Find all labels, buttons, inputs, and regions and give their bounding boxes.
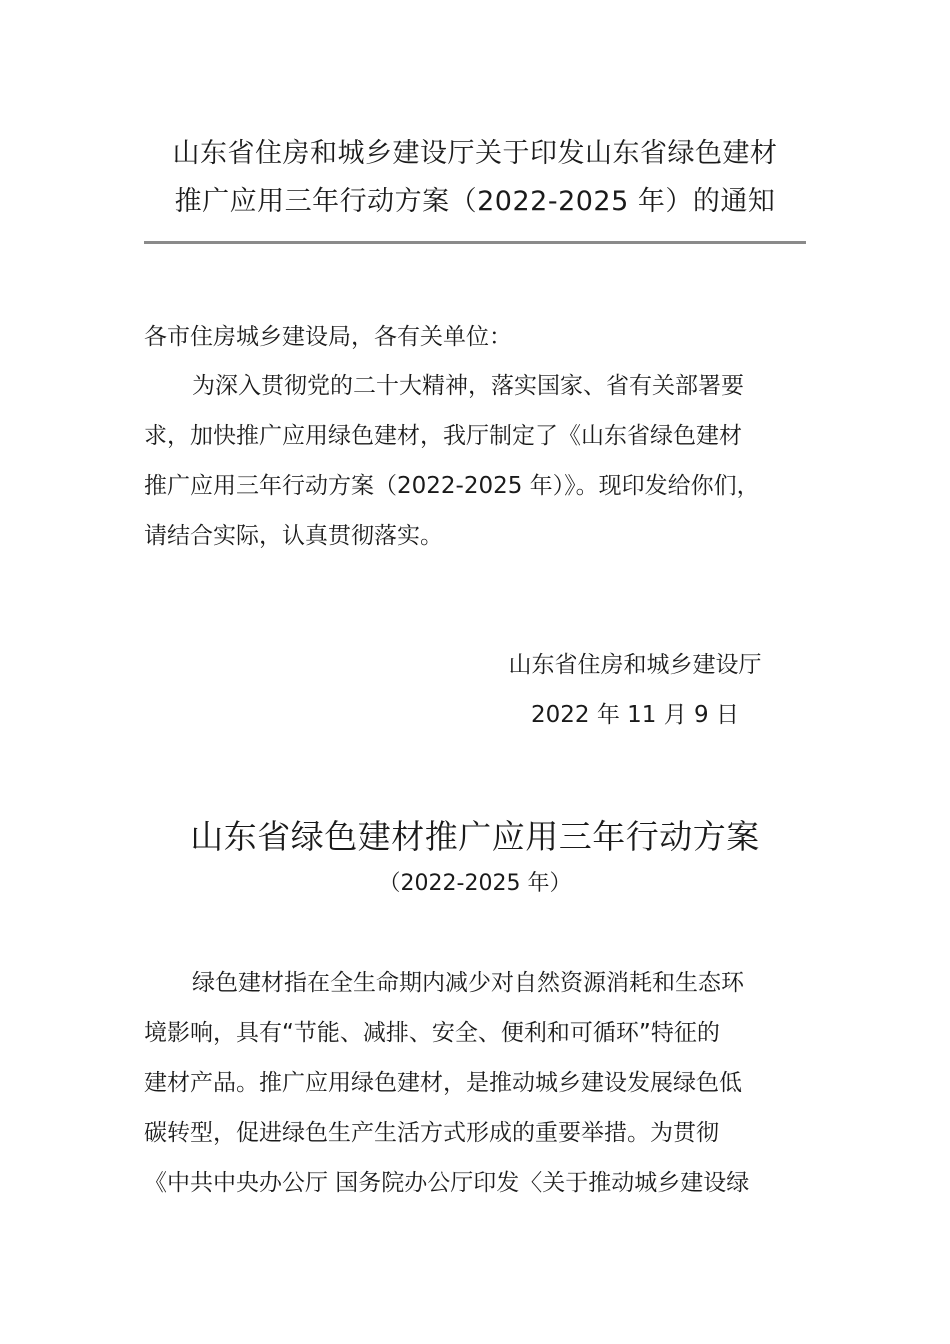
notice-title-line: 山东省住房和城乡建设厅关于印发山东省绿色建材 xyxy=(172,138,778,169)
plan-body-line: 绿色建材指在全生命期内减少对自然资源消耗和生态环 xyxy=(192,970,744,996)
notice-body-line: 推广应用三年行动方案（2022-2025 年）》。现印发给你们， xyxy=(144,473,760,499)
plan-body-line: 境影响，具有“节能、减排、安全、便利和可循环”特征的 xyxy=(144,1020,720,1046)
notice-body-line: 为深入贯彻党的二十大精神，落实国家、省有关部署要 xyxy=(192,373,744,399)
notice-body-line: 求，加快推广应用绿色建材，我厅制定了《山东省绿色建材 xyxy=(144,423,742,449)
notice-title xyxy=(120,130,830,226)
plan-title: 山东省绿色建材推广应用三年行动方案 xyxy=(190,817,760,856)
notice-body xyxy=(144,361,814,561)
signature-block xyxy=(480,640,790,740)
notice-title-line: 推广应用三年行动方案（2022-2025 年）的通知 xyxy=(174,186,776,217)
plan-body-line: 碳转型，促进绿色生产生活方式形成的重要举措。为贯彻 xyxy=(144,1120,719,1146)
issuer-name: 山东省住房和城乡建设厅 xyxy=(508,652,762,678)
title-divider xyxy=(144,241,806,244)
plan-body-line: 建材产品。推广应用绿色建材，是推动城乡建设发展绿色低 xyxy=(144,1070,742,1096)
issue-date: 2022 年 11 月 9 日 xyxy=(531,702,739,728)
plan-body-line: 《中共中央办公厅 国务院办公厅印发〈关于推动城乡建设绿 xyxy=(144,1170,750,1196)
salutation: 各市住房城乡建设局，各有关单位： xyxy=(144,324,512,350)
plan-body xyxy=(144,958,814,1208)
plan-subtitle: （2022-2025 年） xyxy=(378,871,572,896)
notice-body-line: 请结合实际，认真贯彻落实。 xyxy=(144,523,443,549)
